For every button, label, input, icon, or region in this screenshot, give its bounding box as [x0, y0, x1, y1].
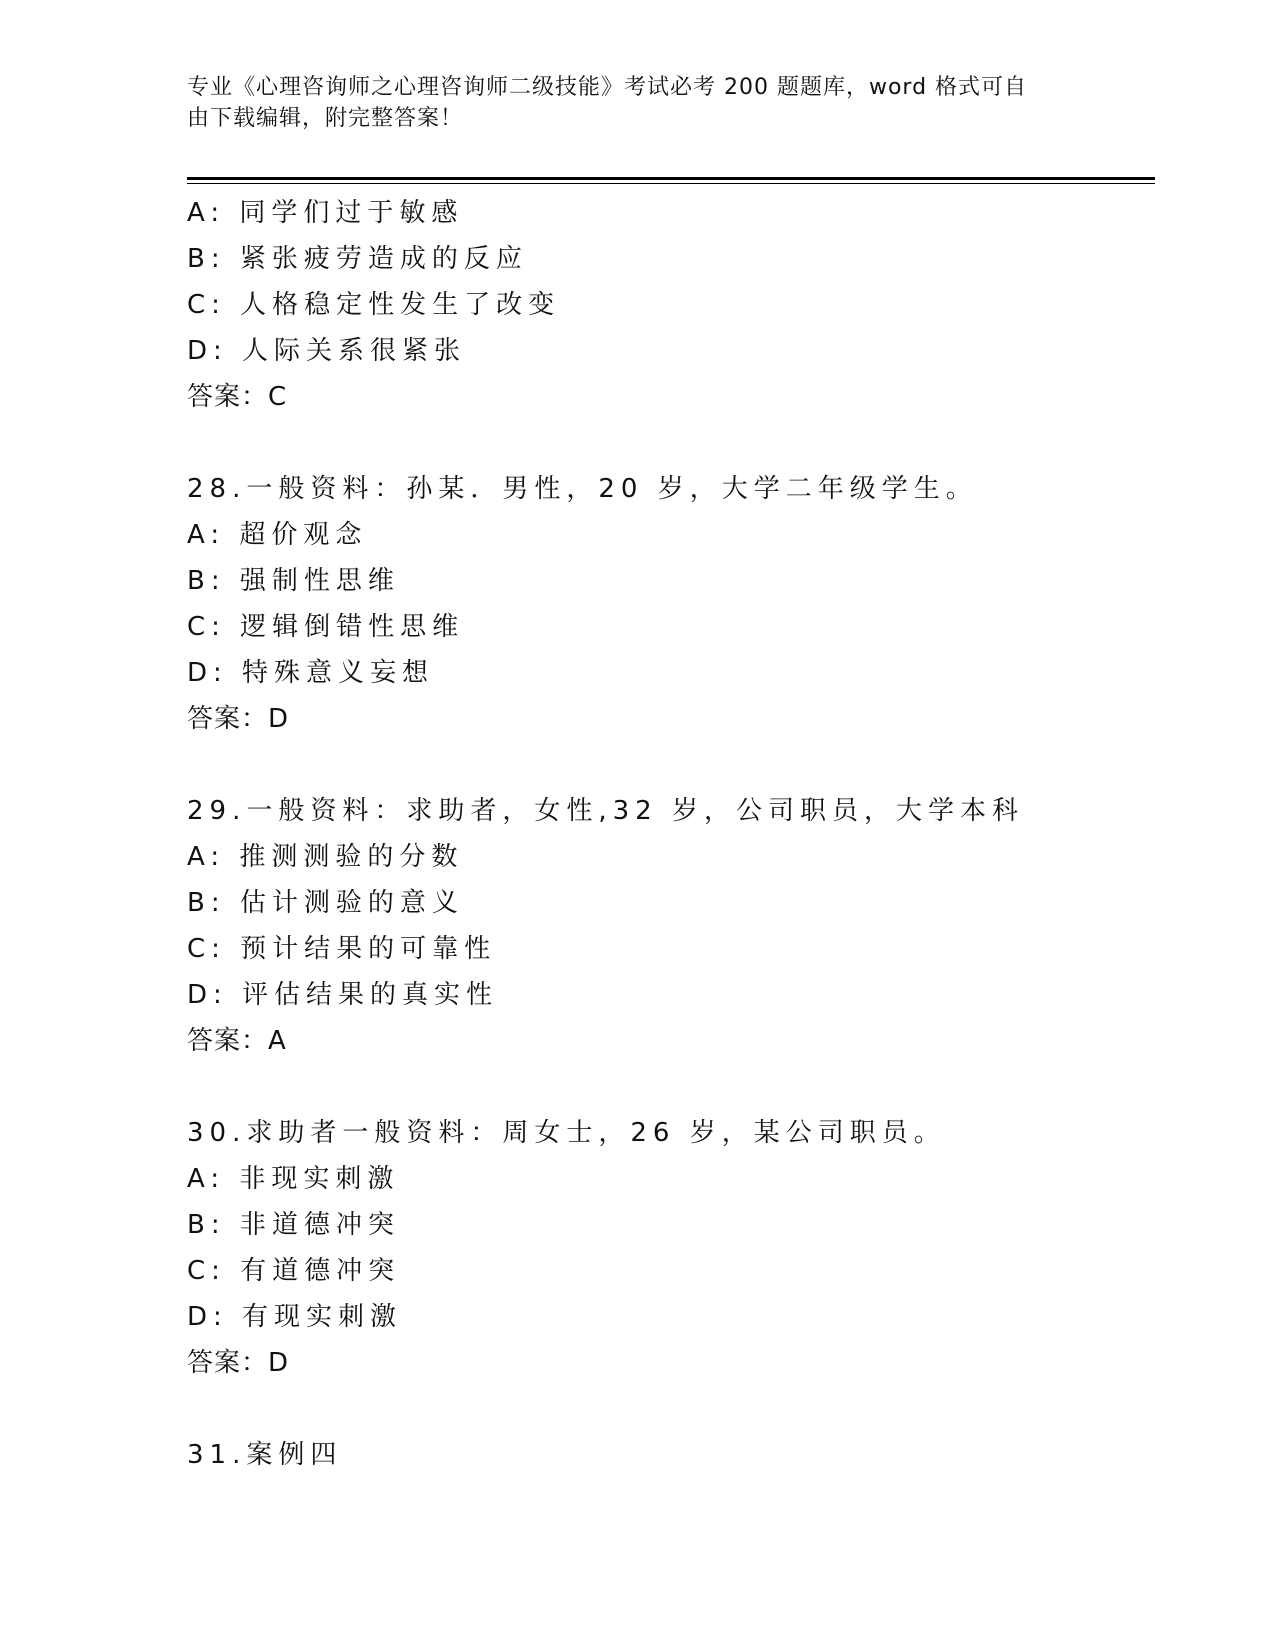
question-text: 29.一般资料：求助者，女性,32 岁，公司职员，大学本科	[187, 796, 1024, 826]
spacer	[187, 742, 1147, 788]
option-b: B: 估计测验的意义	[187, 888, 464, 918]
question-block	[187, 1110, 1147, 1386]
option-c: C: 有道德冲突	[187, 1256, 401, 1286]
option-c: C: 预计结果的可靠性	[187, 934, 497, 964]
answer-line: 答案：A	[187, 1026, 287, 1056]
question-list	[187, 190, 1147, 1478]
answer-line: 答案：C	[187, 382, 288, 412]
intro-line-1: 专业《心理咨询师之心理咨询师二级技能》考试必考 200 题题库，word 格式可自	[187, 75, 1028, 100]
option-a: A: 推测测验的分数	[187, 842, 464, 872]
option-d: D: 特殊意义妄想	[187, 658, 435, 688]
question-block	[187, 1432, 1147, 1478]
spacer	[187, 420, 1147, 466]
option-a: A: 同学们过于敏感	[187, 198, 464, 228]
option-b: B: 非道德冲突	[187, 1210, 400, 1240]
header-rule-thin	[187, 183, 1155, 184]
answer-line: 答案：D	[187, 704, 290, 734]
header-rule-thick	[187, 177, 1155, 180]
option-d: D: 评估结果的真实性	[187, 980, 499, 1010]
question-block	[187, 466, 1147, 742]
option-c: C: 逻辑倒错性思维	[187, 612, 465, 642]
question-block	[187, 190, 1147, 420]
option-a: A: 非现实刺激	[187, 1164, 400, 1194]
option-c: C: 人格稳定性发生了改变	[187, 290, 561, 320]
question-text: 31.案例四	[187, 1440, 343, 1470]
question-text: 30.求助者一般资料：周女士，26 岁，某公司职员。	[187, 1118, 946, 1148]
question-block	[187, 788, 1147, 1064]
option-b: B: 强制性思维	[187, 566, 400, 596]
answer-line: 答案：D	[187, 1348, 290, 1378]
spacer	[187, 1064, 1147, 1110]
option-d: D: 人际关系很紧张	[187, 336, 467, 366]
intro-line-2: 由下载编辑，附完整答案！	[187, 106, 464, 131]
question-text: 28.一般资料：孙某．男性，20 岁，大学二年级学生。	[187, 474, 978, 504]
option-a: A: 超价观念	[187, 520, 368, 550]
option-b: B: 紧张疲劳造成的反应	[187, 244, 528, 274]
document-intro	[187, 72, 1067, 134]
option-d: D: 有现实刺激	[187, 1302, 403, 1332]
spacer	[187, 1386, 1147, 1432]
